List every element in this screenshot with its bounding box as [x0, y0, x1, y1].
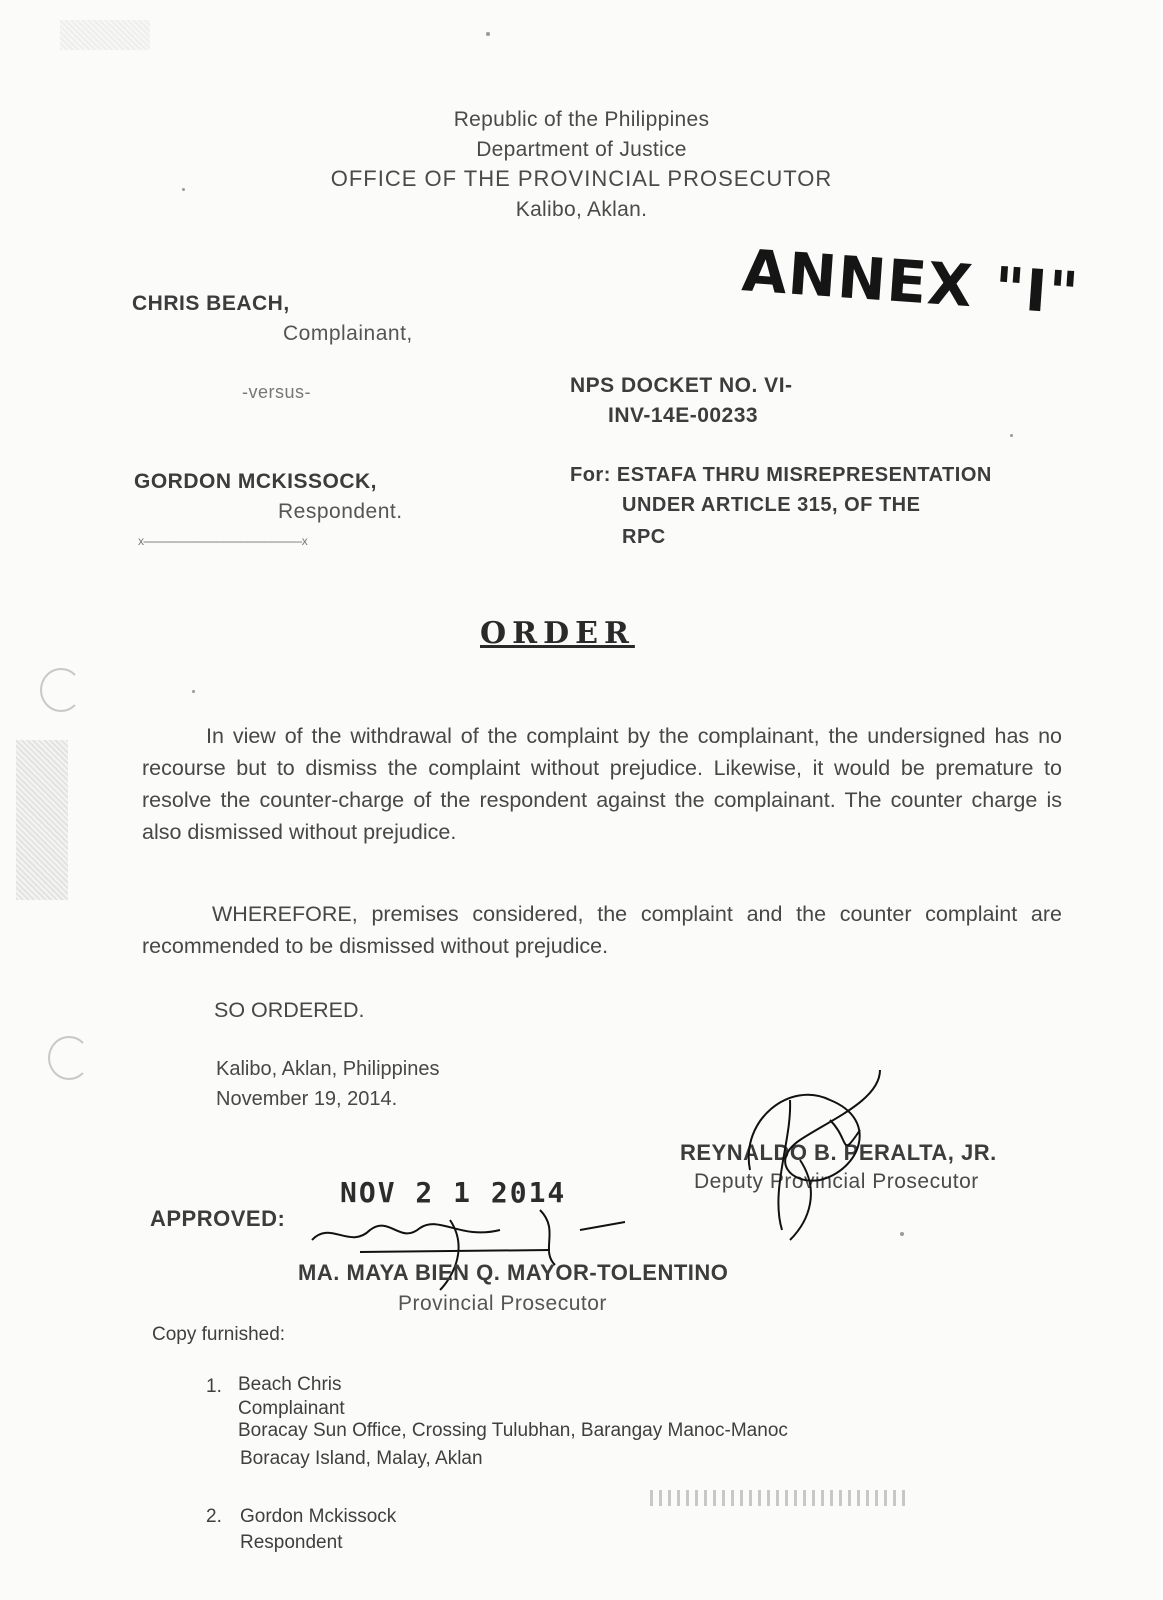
order-place: Kalibo, Aklan, Philippines	[216, 1058, 440, 1080]
charge-line-3: RPC	[622, 526, 666, 548]
copy-item-number: 2.	[206, 1506, 222, 1527]
so-ordered: SO ORDERED.	[214, 998, 365, 1022]
complainant-role: Complainant,	[283, 322, 413, 345]
annex-label: ANNEX "I"	[740, 236, 1082, 328]
received-stamp: NOV 2 1 2014	[340, 1176, 567, 1209]
copy-item-role: Complainant	[238, 1398, 345, 1419]
respondent-role: Respondent.	[278, 500, 403, 523]
signatory-name: REYNALDO B. PERALTA, JR.	[680, 1140, 997, 1165]
copy-item-address-2: Boracay Island, Malay, Aklan	[240, 1448, 483, 1469]
order-date: November 19, 2014.	[216, 1088, 398, 1110]
scan-smudge	[60, 20, 150, 50]
order-paragraph-2: WHEREFORE, premises considered, the complaint and the counter complaint are recommended to be dismissed without prejudice.	[142, 902, 1062, 958]
header-office: OFFICE OF THE PROVINCIAL PROSECUTOR	[330, 166, 833, 191]
signatory-title: Deputy Provincial Prosecutor	[694, 1170, 979, 1193]
respondent-name: GORDON MCKISSOCK,	[134, 470, 378, 493]
header-republic: Republic of the Philippines	[453, 108, 710, 131]
complainant-name: CHRIS BEACH,	[132, 292, 290, 315]
docket-line-1: NPS DOCKET NO. VI-	[570, 374, 793, 397]
scan-speck	[486, 32, 490, 36]
scan-speck	[192, 690, 195, 693]
docket-line-2: INV-14E-00233	[608, 404, 759, 427]
punch-hole	[48, 1036, 90, 1080]
header-department: Department of Justice	[476, 138, 687, 161]
approver-name: MA. MAYA BIEN Q. MAYOR-TOLENTINO	[298, 1260, 729, 1285]
scan-speck	[1010, 434, 1013, 437]
copy-item-name: Gordon Mckissock	[240, 1506, 397, 1527]
copy-furnished-label: Copy furnished:	[152, 1324, 286, 1345]
faint-stamp-smear	[650, 1490, 910, 1506]
charge-line-1: For: ESTAFA THRU MISREPRESENTATION	[570, 464, 992, 486]
scan-smudge	[16, 740, 68, 900]
copy-item-address-1: Boracay Sun Office, Crossing Tulubhan, Barangay Manoc-Manoc	[238, 1420, 788, 1441]
signature-peralta	[730, 1060, 910, 1260]
copy-item-name: Beach Chris	[238, 1374, 342, 1395]
approved-label: APPROVED:	[150, 1206, 286, 1231]
versus-label: -versus-	[242, 382, 312, 402]
punch-hole	[40, 668, 82, 712]
charge-line-2: UNDER ARTICLE 315, OF THE	[622, 494, 921, 516]
approver-title: Provincial Prosecutor	[398, 1292, 607, 1315]
order-title: ORDER	[480, 616, 635, 651]
copy-item-number: 1.	[206, 1376, 222, 1397]
caption-separator: x-----------------------------------------------------x	[138, 534, 307, 548]
order-paragraph-1: In view of the withdrawal of the complaint by the complainant, the undersigned has no recourse but to dismiss the complaint without prejudice. Likewise, it would be premature to resolve the counter-charge of the respondent against the complainant. The counter charge is also dismissed without prejudice.	[142, 724, 1062, 844]
copy-item-role: Respondent	[240, 1532, 343, 1553]
header-location: Kalibo, Aklan.	[515, 198, 648, 221]
